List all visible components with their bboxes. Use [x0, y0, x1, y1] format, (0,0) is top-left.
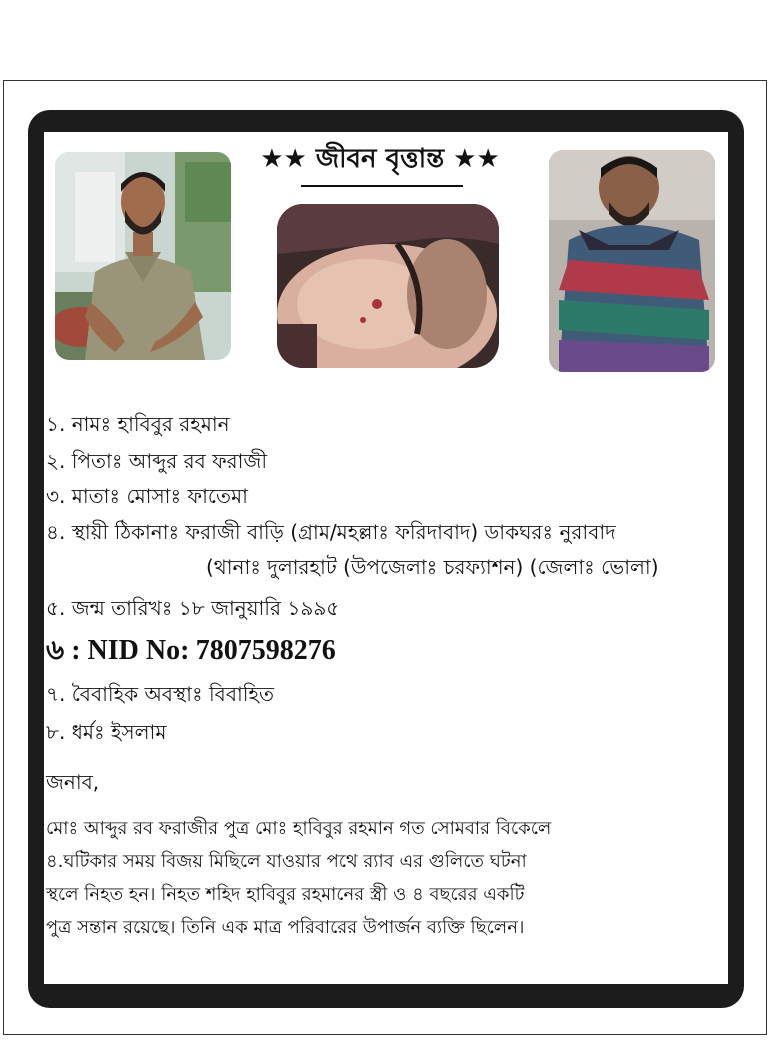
deceased-photo [549, 150, 715, 372]
detail-mother: ৩. মাতাঃ মোসাঃ ফাতেমা [46, 484, 248, 508]
paragraph-line: ৪.ঘটিকার সময় বিজয় মিছিলে যাওয়ার পথে র‍্যাব এর গুলিতে ঘটনা [46, 851, 527, 872]
paragraph-line: স্থলে নিহত হন। নিহত শহিদ হাবিবুর রহমানের স্ত্রী ও ৪ বছরের একটি [46, 884, 525, 905]
detail-marital: ৭. বৈবাহিক অবস্থাঃ বিবাহিত [46, 682, 274, 706]
detail-religion: ৮. ধর্মঃ ইসলাম [46, 720, 167, 744]
detail-address-line1: ৪. স্থায়ী ঠিকানাঃ ফরাজী বাড়ি (গ্রাম/মহল্লাঃ ফরিদাবাদ) ডাকঘরঃ নুরাবাদ [46, 520, 616, 544]
biography-paragraph [46, 812, 722, 944]
title-block [255, 140, 505, 190]
detail-name: ১. নামঃ হাবিবুর রহমান [46, 412, 230, 436]
paragraph-line: মোঃ আব্দুর রব ফরাজীর পুত্র মোঃ হাবিবুর রহমান গত সোমবার বিকেলে [46, 818, 552, 839]
detail-nid [46, 632, 336, 671]
detail-address-line2: (থানাঃ দুলারহাট (উপজেলাঃ চরফ্যাশন) (জেলাঃ ভোলা) [206, 555, 659, 579]
title-underline [301, 185, 463, 187]
wound-photo [277, 204, 499, 368]
paragraph-line: পুত্র সন্তান রয়েছে। তিনি এক মাত্র পরিবারের উপার্জন ব্যক্তি ছিলেন। [46, 917, 525, 938]
salutation: জনাব, [46, 770, 100, 794]
portrait-photo [55, 152, 231, 360]
detail-father: ২. পিতাঃ আব্দুর রব ফরাজী [46, 449, 268, 473]
nid-number: 7807598276 [195, 635, 336, 666]
nid-label: ৬ : NID No: [46, 635, 190, 666]
detail-dob: ৫. জন্ম তারিখঃ ১৮ জানুয়ারি ১৯৯৫ [46, 596, 340, 620]
page-title: ★★ জীবন বৃত্তান্ত ★★ [260, 144, 500, 174]
